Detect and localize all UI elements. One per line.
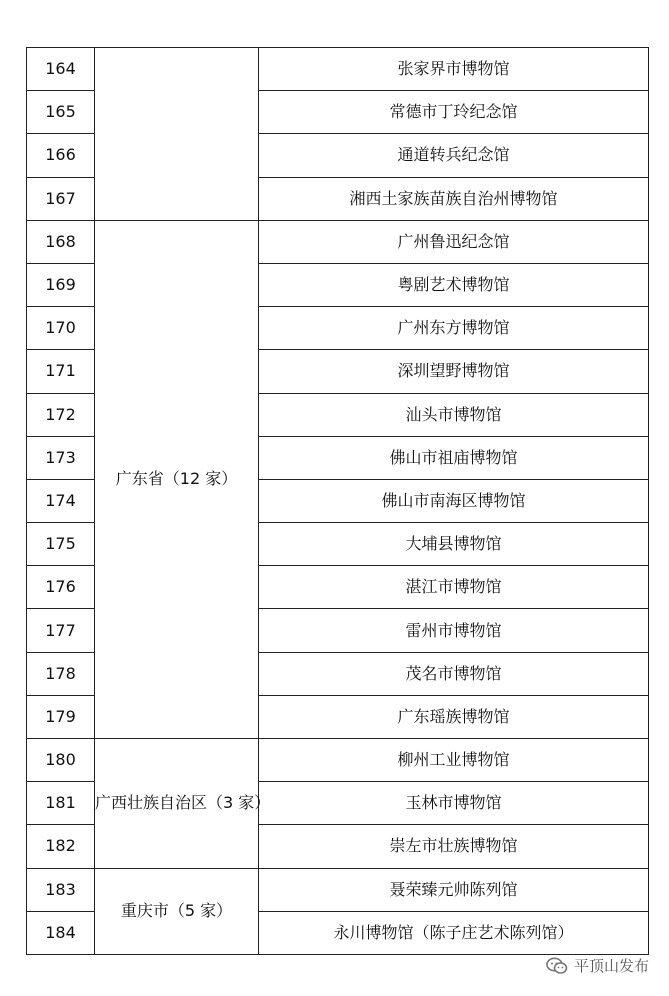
row-number: 179 — [27, 695, 95, 738]
table-row — [27, 220, 649, 263]
museum-name: 湛江市博物馆 — [259, 566, 649, 609]
museum-name: 雷州市博物馆 — [259, 609, 649, 652]
row-number: 170 — [27, 307, 95, 350]
province-cell-hunan — [95, 48, 259, 221]
wechat-icon — [546, 957, 568, 975]
table-row — [27, 868, 649, 911]
museum-name: 常德市丁玲纪念馆 — [259, 91, 649, 134]
row-number: 175 — [27, 523, 95, 566]
museum-name: 广州鲁迅纪念馆 — [259, 220, 649, 263]
row-number: 165 — [27, 91, 95, 134]
row-number: 183 — [27, 868, 95, 911]
museum-name: 崇左市壮族博物馆 — [259, 825, 649, 868]
museum-name: 佛山市祖庙博物馆 — [259, 436, 649, 479]
row-number: 174 — [27, 479, 95, 522]
museum-name: 茂名市博物馆 — [259, 652, 649, 695]
museum-name: 玉林市博物馆 — [259, 782, 649, 825]
row-number: 176 — [27, 566, 95, 609]
row-number: 180 — [27, 739, 95, 782]
museum-name: 粤剧艺术博物馆 — [259, 263, 649, 306]
museum-name: 深圳望野博物馆 — [259, 350, 649, 393]
row-number: 166 — [27, 134, 95, 177]
table-row — [27, 739, 649, 782]
row-number: 168 — [27, 220, 95, 263]
row-number: 182 — [27, 825, 95, 868]
row-number: 178 — [27, 652, 95, 695]
province-cell-chongqing: 重庆市（5 家） — [95, 868, 259, 954]
museum-name: 汕头市博物馆 — [259, 393, 649, 436]
row-number: 169 — [27, 263, 95, 306]
museum-name: 张家界市博物馆 — [259, 48, 649, 91]
row-number: 164 — [27, 48, 95, 91]
province-cell-guangdong: 广东省（12 家） — [95, 220, 259, 738]
museum-name: 广州东方博物馆 — [259, 307, 649, 350]
watermark — [546, 955, 649, 976]
row-number: 171 — [27, 350, 95, 393]
museum-name: 佛山市南海区博物馆 — [259, 479, 649, 522]
museum-list-table — [26, 47, 649, 955]
row-number: 167 — [27, 177, 95, 220]
province-cell-guangxi: 广西壮族自治区（3 家） — [95, 739, 259, 869]
row-number: 172 — [27, 393, 95, 436]
row-number: 173 — [27, 436, 95, 479]
museum-name: 大埔县博物馆 — [259, 523, 649, 566]
museum-name: 聂荣臻元帅陈列馆 — [259, 868, 649, 911]
row-number: 181 — [27, 782, 95, 825]
museum-name: 柳州工业博物馆 — [259, 739, 649, 782]
museum-name: 永川博物馆（陈子庄艺术陈列馆） — [259, 911, 649, 954]
row-number: 177 — [27, 609, 95, 652]
museum-name: 通道转兵纪念馆 — [259, 134, 649, 177]
watermark-text: 平顶山发布 — [573, 957, 649, 975]
row-number: 184 — [27, 911, 95, 954]
museum-name: 广东瑶族博物馆 — [259, 695, 649, 738]
table-row — [27, 48, 649, 91]
museum-name: 湘西土家族苗族自治州博物馆 — [259, 177, 649, 220]
